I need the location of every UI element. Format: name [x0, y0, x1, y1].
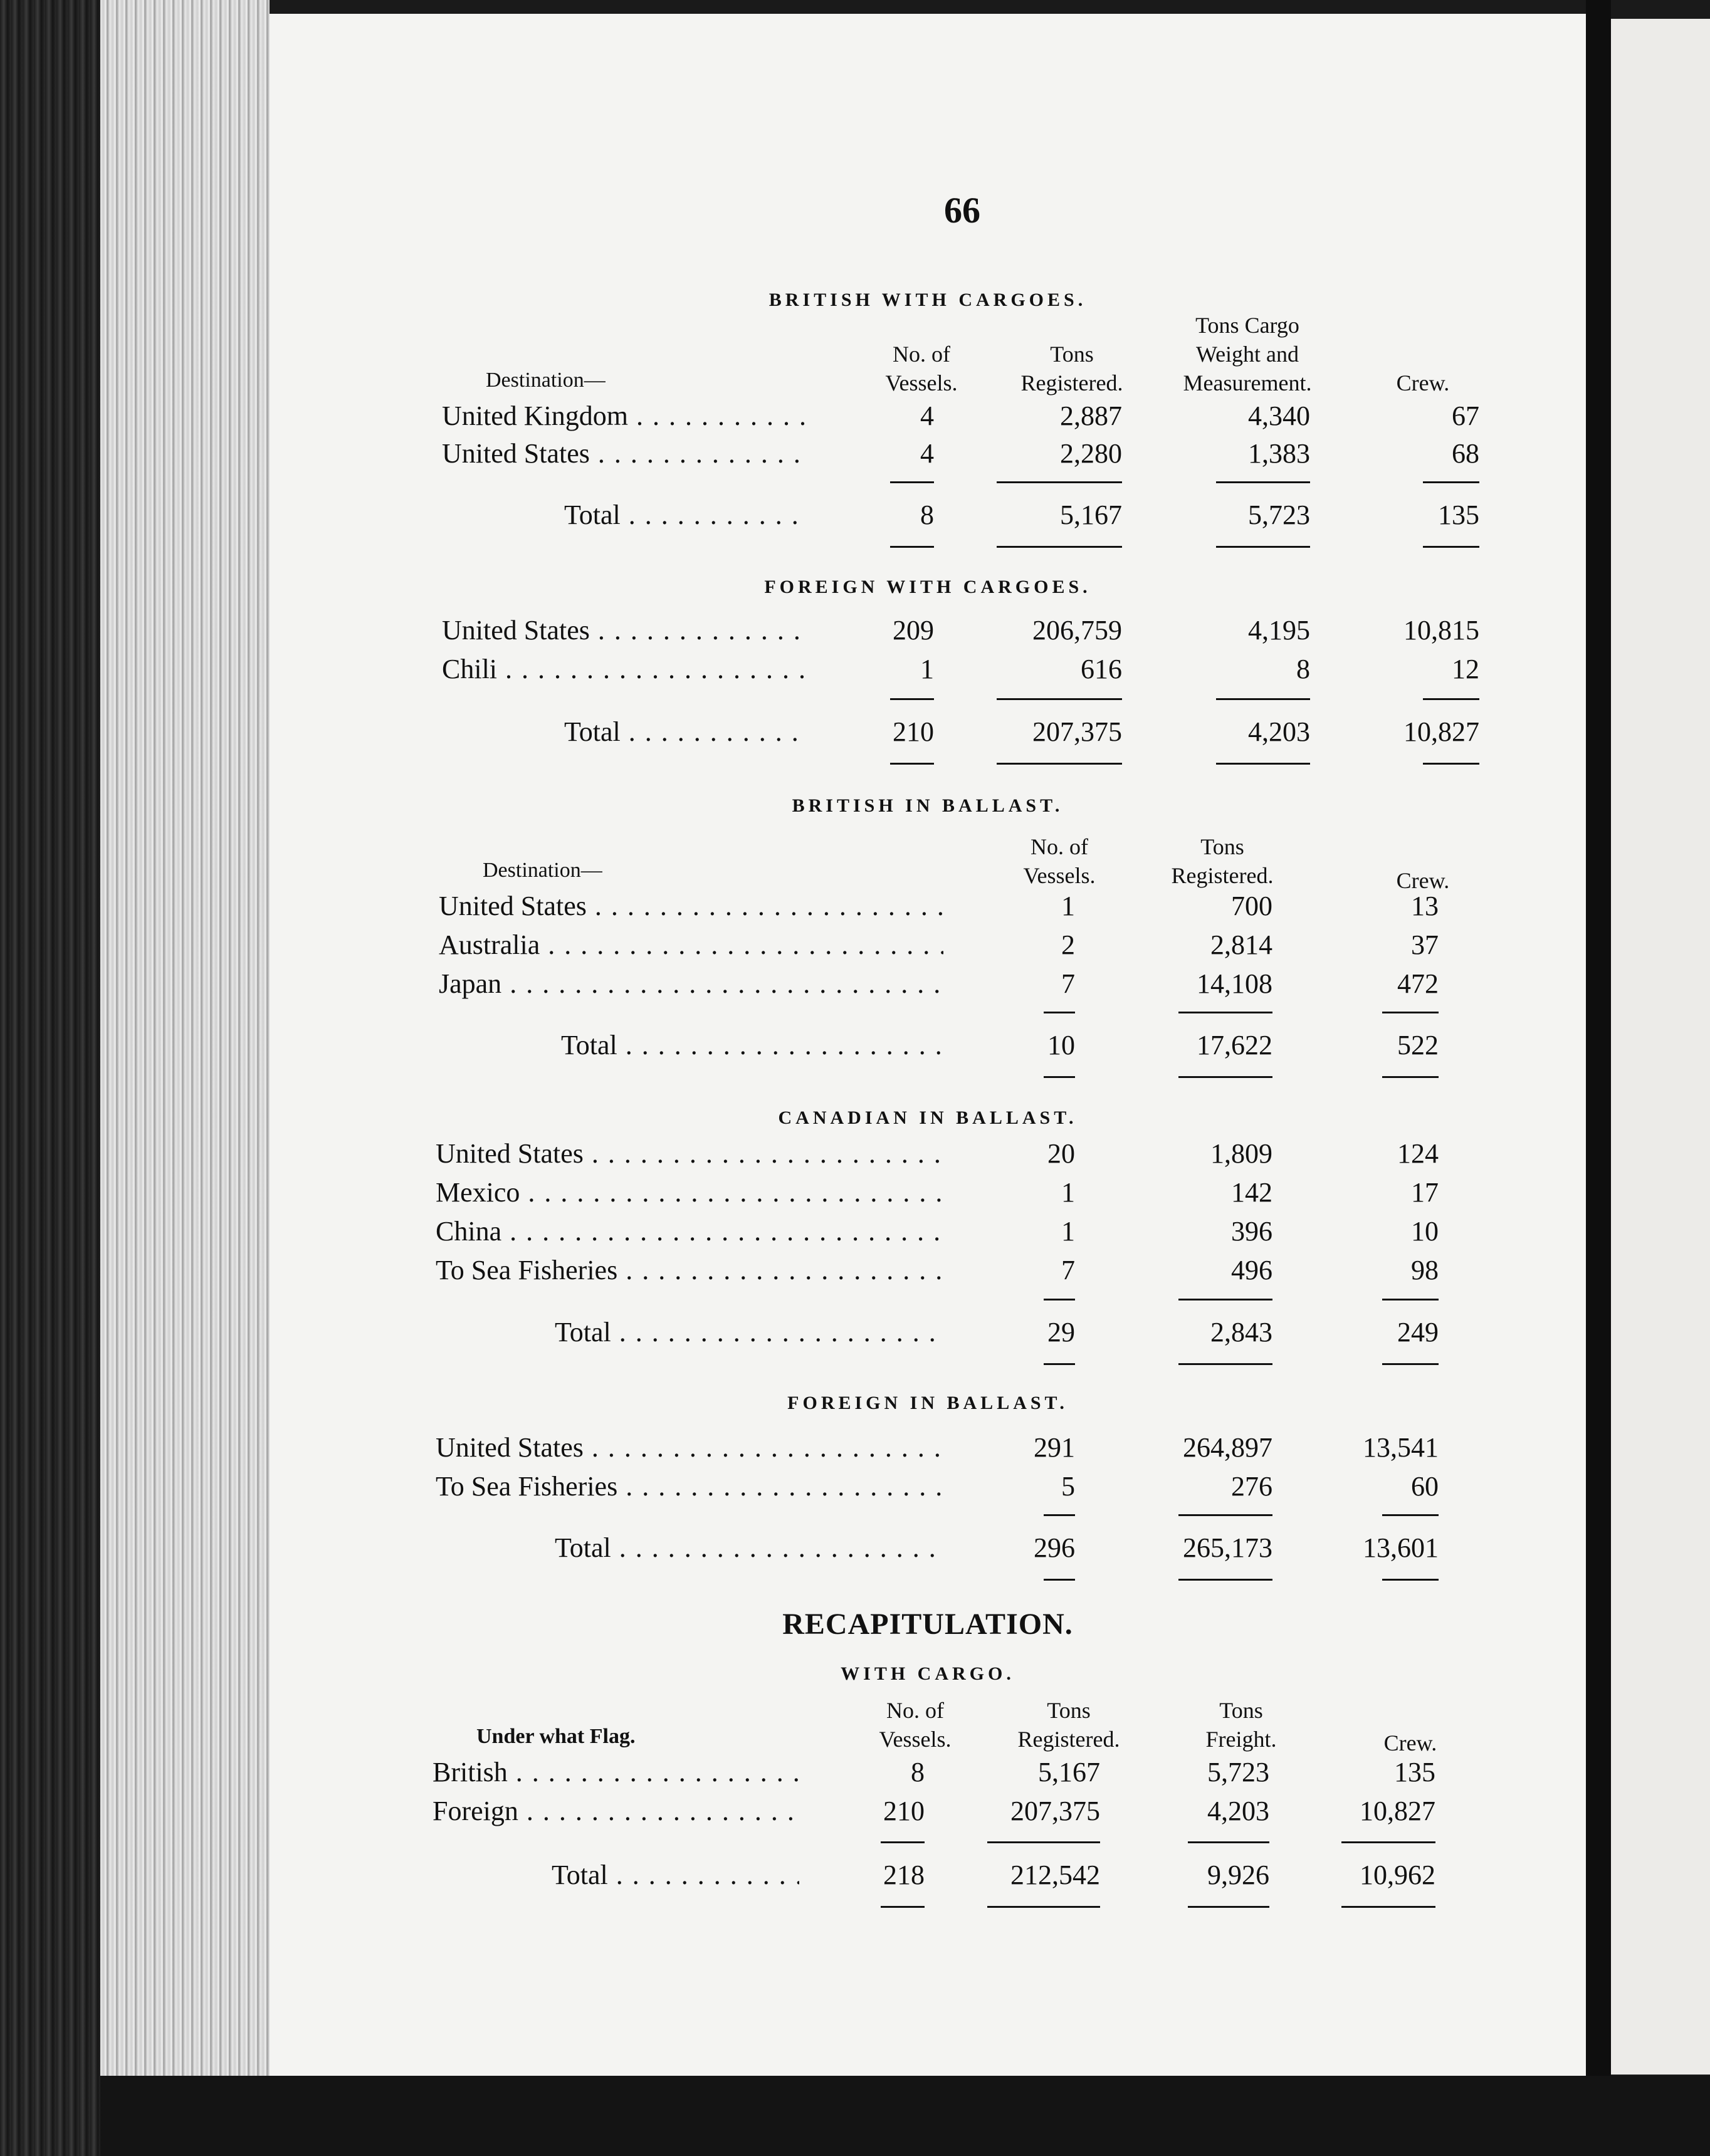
total-rule-top [1044, 1514, 1075, 1516]
total-vessels: 218 [883, 1860, 925, 1890]
cell-crew: 10,815 [1403, 615, 1479, 646]
total-rule-bottom [1382, 1363, 1439, 1365]
total-rule-top [1423, 481, 1479, 483]
row-destination: United States . . . [436, 1431, 943, 1463]
cell-tons: 264,897 [1183, 1432, 1272, 1463]
total-rule-bottom [1188, 1906, 1269, 1908]
total-vessels: 210 [893, 716, 934, 747]
page-number: 66 [944, 190, 980, 231]
page-content [270, 14, 1586, 2076]
total-crew: 135 [1438, 500, 1479, 530]
col-head-crew-recap: Crew. [1383, 1730, 1437, 1756]
cell-crew: 135 [1394, 1757, 1435, 1787]
cell-tons: 2,280 [1060, 438, 1122, 469]
section-heading-foreign-ballast: FOREIGN IN BALLAST. [787, 1393, 1068, 1413]
col-head-tons-registered: Tons Registered. [1020, 342, 1123, 395]
row-destination: United States . . . [442, 614, 809, 646]
total-rule-bottom [987, 1906, 1100, 1908]
table-row [270, 437, 1586, 475]
recap-subheading: WITH CARGO. [841, 1663, 1015, 1684]
cell-vessels: 291 [1034, 1432, 1075, 1463]
row-destination: To Sea Fisheries . . . [436, 1470, 943, 1502]
total-vessels: 296 [1034, 1532, 1075, 1563]
total-rule-bottom [1423, 546, 1479, 548]
cell-tons: 142 [1231, 1177, 1272, 1208]
total-label: Total . . . [564, 499, 809, 531]
cell-vessels: 209 [893, 615, 934, 646]
total-crew: 10,962 [1360, 1860, 1435, 1890]
total-rule-bottom [1382, 1579, 1439, 1581]
cell-vessels: 1 [1061, 891, 1075, 921]
total-freight: 9,926 [1207, 1860, 1269, 1890]
table-row [270, 1470, 1586, 1508]
book-binding-edge [0, 0, 100, 2156]
cell-tons: 396 [1231, 1216, 1272, 1247]
cell-freight: 5,723 [1207, 1757, 1269, 1787]
total-tons: 212,542 [1010, 1860, 1100, 1890]
total-rule-top [1178, 1012, 1272, 1013]
row-destination: United States . . . [436, 1138, 943, 1170]
cell-tons: 496 [1231, 1255, 1272, 1285]
total-crew: 522 [1397, 1030, 1439, 1060]
row-destination: United States . . . [439, 890, 943, 922]
cell-crew: 68 [1452, 438, 1479, 469]
cell-tons: 2,814 [1210, 929, 1272, 960]
cell-vessels: 7 [1061, 1255, 1075, 1285]
section-heading-foreign-cargo: FOREIGN WITH CARGOES. [764, 577, 1091, 597]
cell-crew: 13,541 [1363, 1432, 1439, 1463]
cell-crew: 10,827 [1360, 1796, 1435, 1826]
total-rule-bottom [1044, 1363, 1075, 1365]
cell-tons: 616 [1081, 654, 1122, 684]
total-vessels: 8 [920, 500, 934, 530]
total-rule-top [1341, 1841, 1435, 1843]
section-heading-british-cargo: BRITISH WITH CARGOES. [768, 290, 1087, 310]
total-rule-top [1188, 1841, 1269, 1843]
total-rule-bottom [1382, 1076, 1439, 1078]
table-row [270, 614, 1586, 652]
table-row [270, 400, 1586, 437]
total-rule-top [890, 481, 934, 483]
cell-tons: 1,809 [1210, 1138, 1272, 1169]
total-crew: 249 [1397, 1317, 1439, 1348]
row-destination: Chili . . . [442, 653, 809, 685]
cell-tons: 700 [1231, 891, 1272, 921]
total-crew: 13,601 [1363, 1532, 1439, 1563]
total-rule-bottom [1044, 1076, 1075, 1078]
col-head-tons-cargo: Tons Cargo Weight and Measurement. [1183, 313, 1312, 395]
total-cargo: 4,203 [1248, 716, 1310, 747]
row-destination: China . . . [436, 1215, 943, 1247]
total-rule-bottom [1178, 1363, 1272, 1365]
total-rule-top [890, 698, 934, 700]
col-head-vessels-recap: No. of Vessels. [879, 1698, 952, 1752]
total-label: Total . . . [552, 1859, 799, 1891]
total-rule-bottom [1178, 1579, 1272, 1581]
col-head-destination-ballast: Destination— [483, 859, 602, 882]
row-destination: To Sea Fisheries . . . [436, 1254, 943, 1286]
cell-vessels: 1 [1061, 1216, 1075, 1247]
col-head-freight-recap: Tons Freight. [1205, 1698, 1277, 1752]
total-rule-top [987, 1841, 1100, 1843]
table-row [270, 653, 1586, 691]
cell-crew: 12 [1452, 654, 1479, 684]
total-tons: 265,173 [1183, 1532, 1272, 1563]
table-row-total [270, 1029, 1586, 1067]
table-row-total [270, 716, 1586, 753]
total-rule-top [997, 698, 1122, 700]
total-rule-bottom [1341, 1906, 1435, 1908]
row-destination: Mexico . . . [436, 1176, 943, 1208]
col-head-vessels: No. of Vessels. [885, 342, 958, 395]
table-row-total [270, 499, 1586, 536]
total-rule-bottom [1178, 1076, 1272, 1078]
cell-tons: 206,759 [1032, 615, 1122, 646]
col-head-tons-ballast: Tons Registered. [1171, 834, 1274, 888]
cell-cargo: 4,195 [1248, 615, 1310, 646]
cell-cargo: 4,340 [1248, 400, 1310, 431]
cell-vessels: 8 [911, 1757, 925, 1787]
facing-page-edge [1611, 19, 1710, 2075]
total-rule-top [1044, 1299, 1075, 1300]
total-rule-top [1382, 1514, 1439, 1516]
recap-heading: RECAPITULATION. [782, 1608, 1073, 1641]
document-page [270, 14, 1586, 2076]
total-tons: 2,843 [1210, 1317, 1272, 1348]
col-head-vessels-ballast: No. of Vessels. [1023, 834, 1096, 888]
total-rule-bottom [881, 1906, 925, 1908]
cell-tons: 276 [1231, 1471, 1272, 1502]
total-rule-top [1044, 1012, 1075, 1013]
cell-crew: 10 [1411, 1216, 1439, 1247]
total-tons: 17,622 [1197, 1030, 1272, 1060]
gutter-shadow [1586, 0, 1611, 2156]
cell-crew: 67 [1452, 400, 1479, 431]
table-row [270, 1176, 1586, 1214]
cell-crew: 17 [1411, 1177, 1439, 1208]
cell-vessels: 5 [1061, 1471, 1075, 1502]
cell-cargo: 1,383 [1248, 438, 1310, 469]
cell-crew: 37 [1411, 929, 1439, 960]
table-row [270, 929, 1586, 966]
row-destination: Japan . . . [439, 968, 943, 1000]
cell-crew: 124 [1397, 1138, 1439, 1169]
table-row [270, 1254, 1586, 1292]
cell-vessels: 4 [920, 400, 934, 431]
total-rule-top [881, 1841, 925, 1843]
total-label: Total . . . [555, 1316, 943, 1348]
total-vessels: 10 [1047, 1030, 1075, 1060]
col-head-flag: Under what Flag. [476, 1725, 636, 1748]
cell-vessels: 1 [920, 654, 934, 684]
total-rule-top [1216, 481, 1310, 483]
table-row [270, 1138, 1586, 1175]
table-row [270, 1795, 1586, 1833]
row-destination: United Kingdom . . . [442, 400, 809, 432]
total-rule-top [1423, 698, 1479, 700]
cell-crew: 472 [1397, 968, 1439, 999]
total-rule-bottom [1423, 763, 1479, 765]
row-destination: Foreign . . . [433, 1795, 799, 1827]
total-rule-top [1178, 1299, 1272, 1300]
table-row-total [270, 1316, 1586, 1354]
cell-cargo: 8 [1296, 654, 1310, 684]
cell-vessels: 4 [920, 438, 934, 469]
total-label: Total . . . [555, 1532, 943, 1564]
total-rule-bottom [1044, 1579, 1075, 1581]
total-rule-top [1382, 1299, 1439, 1300]
total-rule-top [1216, 698, 1310, 700]
total-rule-top [1178, 1514, 1272, 1516]
total-rule-top [1382, 1012, 1439, 1013]
total-vessels: 29 [1047, 1317, 1075, 1348]
cell-freight: 4,203 [1207, 1796, 1269, 1826]
col-head-destination: Destination— [486, 369, 606, 392]
table-row [270, 1756, 1586, 1794]
table-row-total [270, 1859, 1586, 1897]
total-label: Total . . . [564, 716, 809, 748]
total-rule-bottom [1216, 546, 1310, 548]
cell-vessels: 7 [1061, 968, 1075, 999]
total-crew: 10,827 [1403, 716, 1479, 747]
table-row [270, 1431, 1586, 1469]
table-row-total [270, 1532, 1586, 1569]
table-row [270, 968, 1586, 1005]
row-destination: United States . . . [442, 437, 809, 469]
cell-tons: 14,108 [1197, 968, 1272, 999]
col-head-crew-ballast: Crew. [1396, 868, 1450, 893]
cell-vessels: 20 [1047, 1138, 1075, 1169]
total-rule-top [997, 481, 1122, 483]
page-stack-edges [100, 0, 270, 2156]
table-row [270, 890, 1586, 928]
section-heading-canadian-ballast: CANADIAN IN BALLAST. [778, 1107, 1078, 1128]
col-head-crew: Crew. [1396, 370, 1450, 395]
total-tons: 207,375 [1032, 716, 1122, 747]
section-heading-british-ballast: BRITISH IN BALLAST. [792, 795, 1064, 816]
cell-crew: 98 [1411, 1255, 1439, 1285]
table-row [270, 1215, 1586, 1253]
cell-crew: 13 [1411, 891, 1439, 921]
cell-vessels: 2 [1061, 929, 1075, 960]
col-head-tons-recap: Tons Registered. [1017, 1698, 1120, 1752]
scan-bottom-border [100, 2076, 1710, 2156]
total-label: Total . . . [561, 1029, 943, 1061]
total-rule-bottom [997, 546, 1122, 548]
cell-tons: 5,167 [1038, 1757, 1100, 1787]
row-destination: British . . . [433, 1756, 799, 1788]
total-rule-bottom [890, 763, 934, 765]
total-rule-bottom [1216, 763, 1310, 765]
total-cargo: 5,723 [1248, 500, 1310, 530]
cell-crew: 60 [1411, 1471, 1439, 1502]
cell-vessels: 210 [883, 1796, 925, 1826]
cell-vessels: 1 [1061, 1177, 1075, 1208]
total-rule-bottom [890, 546, 934, 548]
total-rule-bottom [997, 763, 1122, 765]
row-destination: Australia . . . [439, 929, 943, 961]
cell-tons: 2,887 [1060, 400, 1122, 431]
total-tons: 5,167 [1060, 500, 1122, 530]
cell-tons: 207,375 [1010, 1796, 1100, 1826]
